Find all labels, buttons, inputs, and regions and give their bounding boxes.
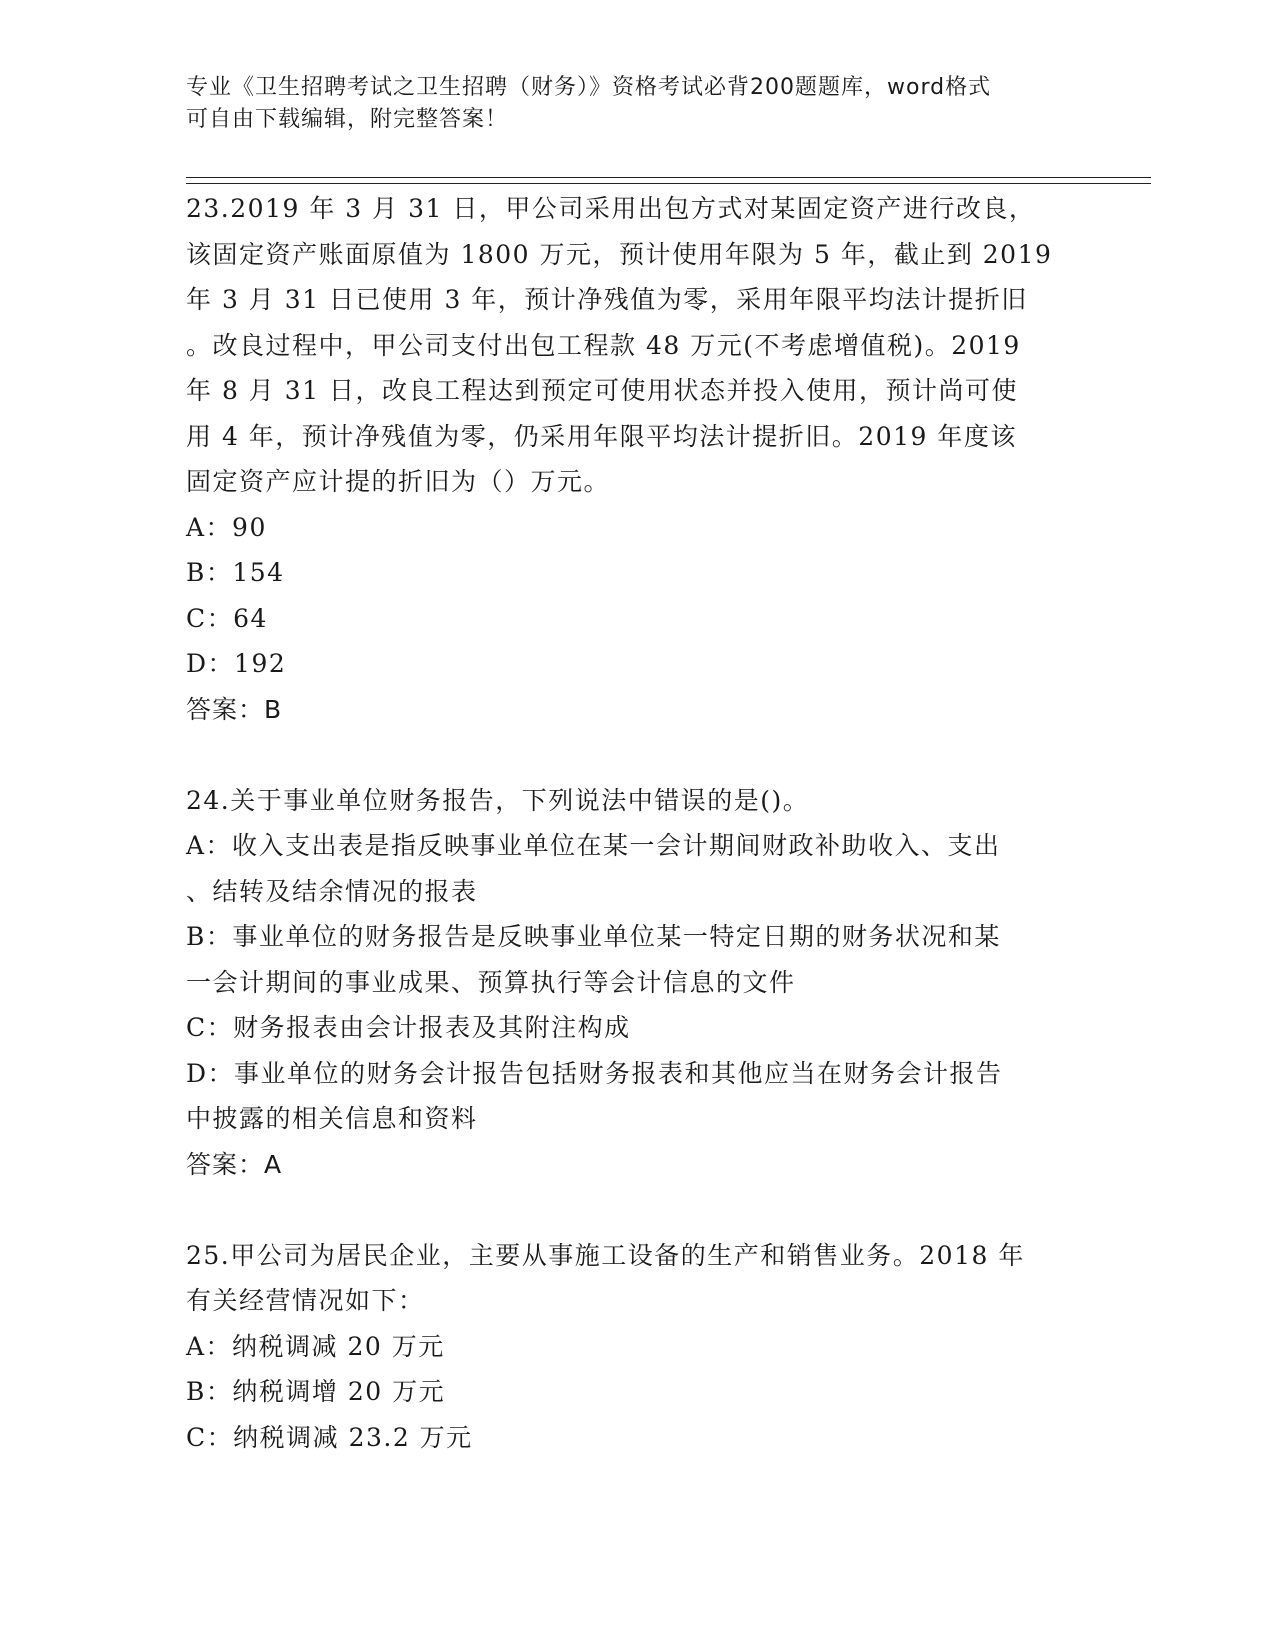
question-text-line: 年 8 月 31 日，改良工程达到预定可使用状态并投入使用，预计尚可使 bbox=[186, 376, 1019, 405]
question-text-line: 年 3 月 31 日已使用 3 年，预计净残值为零，采用年限平均法计提折旧 bbox=[186, 285, 1028, 314]
question-23 bbox=[186, 186, 1086, 732]
option-c: C：财务报表由会计报表及其附注构成 bbox=[186, 1013, 631, 1042]
document-body bbox=[186, 186, 1086, 1460]
option-b: B：事业单位的财务报告是反映事业单位某一特定日期的财务状况和某 bbox=[186, 922, 1001, 951]
option-c: C：纳税调减 23.2 万元 bbox=[186, 1422, 473, 1452]
option-b-cont: 一会计期间的事业成果、预算执行等会计信息的文件 bbox=[186, 967, 796, 997]
option-b: B：154 bbox=[186, 558, 285, 587]
spacer bbox=[186, 1187, 1086, 1233]
question-text-line: 23.2019 年 3 月 31 日，甲公司采用出包方式对某固定资产进行改良， bbox=[186, 194, 1036, 223]
question-24 bbox=[186, 778, 1086, 1188]
option-b: B：纳税调增 20 万元 bbox=[186, 1377, 446, 1406]
question-text-line: 该固定资产账面原值为 1800 万元，预计使用年限为 5 年，截止到 2019 bbox=[186, 239, 1053, 269]
question-text-line: 25.甲公司为居民企业，主要从事施工设备的生产和销售业务。2018 年 bbox=[186, 1240, 1025, 1270]
option-d-cont: 中披露的相关信息和资料 bbox=[186, 1104, 478, 1133]
spacer bbox=[186, 732, 1086, 778]
question-text-line: 用 4 年，预计净残值为零，仍采用年限平均法计提折旧。2019 年度该 bbox=[186, 421, 1017, 451]
option-c: C：64 bbox=[186, 603, 268, 633]
question-text-line: 固定资产应计提的折旧为（）万元。 bbox=[186, 467, 611, 496]
header-line-1: 专业《卫生招聘考试之卫生招聘（财务）》资格考试必背200题题库，word格式 bbox=[186, 75, 992, 100]
answer: 答案：A bbox=[186, 1149, 283, 1179]
answer: 答案：B bbox=[186, 694, 283, 724]
document-header bbox=[186, 72, 1086, 136]
option-a-cont: 、结转及结余情况的报表 bbox=[186, 876, 478, 906]
option-a: A：90 bbox=[186, 512, 267, 542]
option-d: D：192 bbox=[186, 649, 287, 678]
option-a: A：纳税调减 20 万元 bbox=[186, 1331, 445, 1361]
question-text-line: 有关经营情况如下： bbox=[186, 1286, 425, 1315]
question-25 bbox=[186, 1233, 1086, 1461]
option-d: D：事业单位的财务会计报告包括财务报表和其他应当在财务会计报告 bbox=[186, 1058, 1003, 1088]
option-a: A：收入支出表是指反映事业单位在某一会计期间财政补助收入、支出 bbox=[186, 831, 1001, 860]
header-line-2: 可自由下载编辑，附完整答案！ bbox=[186, 107, 509, 132]
header-divider-bottom bbox=[186, 183, 1151, 184]
question-text-line: 。改良过程中，甲公司支付出包工程款 48 万元(不考虑增值税)。2019 bbox=[186, 330, 1021, 360]
header-divider-top bbox=[186, 177, 1151, 178]
question-text-line: 24.关于事业单位财务报告，下列说法中错误的是()。 bbox=[186, 785, 810, 815]
